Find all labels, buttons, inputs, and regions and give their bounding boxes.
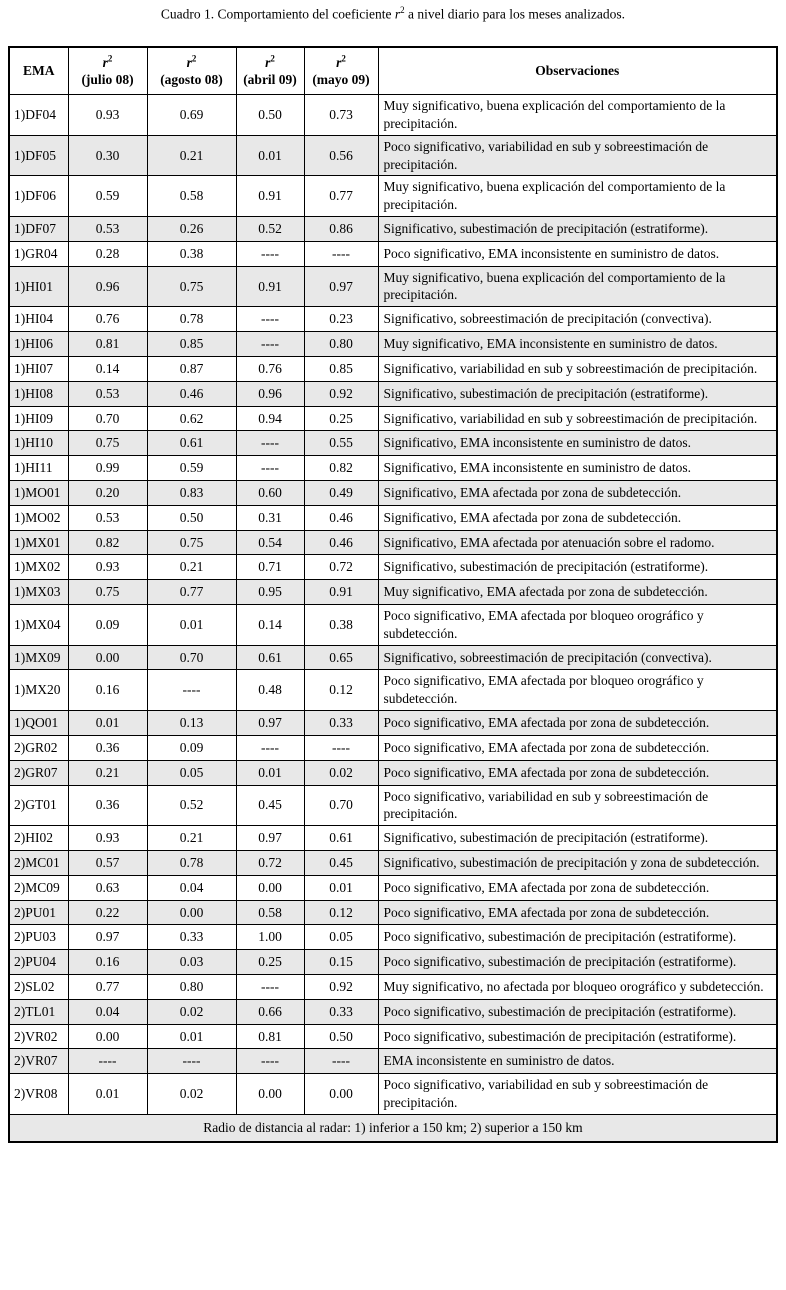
r2-value-cell: 0.21 — [147, 826, 236, 851]
r2-value-cell: 0.01 — [147, 605, 236, 646]
r2-value-cell: 0.02 — [304, 760, 378, 785]
ema-station-cell: 1)DF06 — [9, 176, 68, 217]
r2-value-cell: 0.85 — [147, 332, 236, 357]
r2-value-cell: ---- — [236, 307, 304, 332]
caption-suffix: a nivel diario para los meses analizados. — [404, 6, 626, 22]
observations-cell: Muy significativo, buena explicación del comportamiento de la precipitación. — [378, 266, 777, 307]
table-row — [9, 241, 777, 266]
table-row — [9, 266, 777, 307]
r2-value-cell: 0.00 — [68, 1024, 147, 1049]
r2-value-cell: ---- — [236, 735, 304, 760]
r2-value-cell: 0.97 — [304, 266, 378, 307]
r2-symbol: $r^2$ — [265, 53, 275, 70]
ema-station-cell: 1)QO01 — [9, 711, 68, 736]
r2-value-cell: ---- — [304, 1049, 378, 1074]
r2-value-cell: 0.16 — [68, 950, 147, 975]
r2-value-cell: 0.50 — [236, 95, 304, 136]
r2-value-cell: 0.14 — [68, 356, 147, 381]
r2-value-cell: 0.86 — [304, 217, 378, 242]
ema-station-cell: 1)DF07 — [9, 217, 68, 242]
ema-station-cell: 2)TL01 — [9, 999, 68, 1024]
r2-value-cell: ---- — [68, 1049, 147, 1074]
table-row — [9, 580, 777, 605]
r2-value-cell: 0.62 — [147, 406, 236, 431]
r2-value-cell: ---- — [147, 1049, 236, 1074]
r2-value-cell: 0.72 — [304, 555, 378, 580]
observations-cell: Significativo, subestimación de precipitación (estratiforme). — [378, 381, 777, 406]
table-caption — [0, 5, 786, 23]
r2-value-cell: 0.83 — [147, 480, 236, 505]
r2-value-cell: 0.00 — [236, 875, 304, 900]
r2-value-cell: 0.13 — [147, 711, 236, 736]
table-row — [9, 555, 777, 580]
observations-cell: Significativo, variabilidad en sub y sobreestimación de precipitación. — [378, 406, 777, 431]
r2-value-cell: 0.97 — [68, 925, 147, 950]
ema-station-cell: 2)HI02 — [9, 826, 68, 851]
table-row — [9, 332, 777, 357]
r2-value-cell: 0.61 — [304, 826, 378, 851]
observations-cell: Significativo, variabilidad en sub y sobreestimación de precipitación. — [378, 356, 777, 381]
r2-value-cell: 0.97 — [236, 711, 304, 736]
r2-value-cell: 0.66 — [236, 999, 304, 1024]
r2-value-cell: 0.50 — [304, 1024, 378, 1049]
r2-symbol: $r^2$ — [336, 53, 346, 70]
ema-station-cell: 2)GT01 — [9, 785, 68, 826]
r2-value-cell: 0.36 — [68, 785, 147, 826]
r2-value-cell: 0.96 — [236, 381, 304, 406]
r2-value-cell: 0.70 — [304, 785, 378, 826]
r2-value-cell: 0.12 — [304, 900, 378, 925]
table-row — [9, 456, 777, 481]
ema-station-cell: 2)VR08 — [9, 1074, 68, 1115]
r2-value-cell: 0.52 — [236, 217, 304, 242]
ema-station-cell: 1)DF05 — [9, 135, 68, 176]
observations-cell: Significativo, subestimación de precipitación (estratiforme). — [378, 217, 777, 242]
r2-value-cell: 0.93 — [68, 826, 147, 851]
r2-value-cell: 0.21 — [68, 760, 147, 785]
observations-cell: Poco significativo, subestimación de precipitación (estratiforme). — [378, 925, 777, 950]
r2-value-cell: 0.85 — [304, 356, 378, 381]
observations-cell: Poco significativo, subestimación de precipitación (estratiforme). — [378, 1024, 777, 1049]
r2-value-cell: 0.46 — [304, 530, 378, 555]
r2-value-cell: 0.54 — [236, 530, 304, 555]
r2-value-cell: 0.53 — [68, 381, 147, 406]
r2-value-cell: 0.30 — [68, 135, 147, 176]
observations-cell: Muy significativo, buena explicación del comportamiento de la precipitación. — [378, 176, 777, 217]
ema-station-cell: 2)PU03 — [9, 925, 68, 950]
r2-value-cell: 0.69 — [147, 95, 236, 136]
table-row — [9, 645, 777, 670]
header-row — [9, 47, 777, 95]
r2-value-cell: 0.01 — [304, 875, 378, 900]
r2-coefficient-table — [8, 46, 778, 1143]
observations-cell: Muy significativo, no afectada por bloqueo orográfico y subdetección. — [378, 975, 777, 1000]
table-row — [9, 999, 777, 1024]
r2-value-cell: 0.14 — [236, 605, 304, 646]
r2-value-cell: ---- — [236, 241, 304, 266]
r2-value-cell: 0.93 — [68, 95, 147, 136]
r2-value-cell: 0.81 — [68, 332, 147, 357]
ema-station-cell: 1)HI10 — [9, 431, 68, 456]
r2-value-cell: 0.50 — [147, 505, 236, 530]
table-row — [9, 850, 777, 875]
r2-value-cell: 0.28 — [68, 241, 147, 266]
r2-value-cell: 0.04 — [68, 999, 147, 1024]
ema-station-cell: 1)HI09 — [9, 406, 68, 431]
table-row — [9, 900, 777, 925]
observations-cell: Poco significativo, EMA afectada por zona de subdetección. — [378, 711, 777, 736]
r2-value-cell: 0.01 — [68, 1074, 147, 1115]
r2-value-cell: 0.02 — [147, 999, 236, 1024]
r2-value-cell: 0.87 — [147, 356, 236, 381]
r2-value-cell: 0.53 — [68, 217, 147, 242]
r2-value-cell: 0.58 — [236, 900, 304, 925]
ema-station-cell: 2)PU04 — [9, 950, 68, 975]
r2-value-cell: 0.73 — [304, 95, 378, 136]
r2-value-cell: 0.45 — [236, 785, 304, 826]
r2-value-cell: 0.93 — [68, 555, 147, 580]
r2-value-cell: 0.97 — [236, 826, 304, 851]
r2-value-cell: 0.09 — [147, 735, 236, 760]
table-row — [9, 785, 777, 826]
r2-value-cell: ---- — [236, 431, 304, 456]
r2-value-cell: 0.01 — [68, 711, 147, 736]
table-row — [9, 307, 777, 332]
table-row — [9, 826, 777, 851]
ema-station-cell: 1)MX09 — [9, 645, 68, 670]
observations-cell: Muy significativo, buena explicación del comportamiento de la precipitación. — [378, 95, 777, 136]
r2-value-cell: 0.00 — [304, 1074, 378, 1115]
ema-station-cell: 1)MX20 — [9, 670, 68, 711]
r2-value-cell: 0.61 — [147, 431, 236, 456]
table-row — [9, 135, 777, 176]
r2-value-cell: 0.70 — [147, 645, 236, 670]
table-footer — [9, 1114, 777, 1141]
observations-cell: Significativo, subestimación de precipitación y zona de subdetección. — [378, 850, 777, 875]
ema-station-cell: 2)PU01 — [9, 900, 68, 925]
observations-cell: Poco significativo, EMA afectada por zona de subdetección. — [378, 760, 777, 785]
r2-value-cell: 0.80 — [304, 332, 378, 357]
table-row — [9, 1024, 777, 1049]
column-header-r2-agosto — [147, 47, 236, 95]
table-row — [9, 505, 777, 530]
table-row — [9, 381, 777, 406]
ema-station-cell: 1)MX03 — [9, 580, 68, 605]
column-header-r2-julio — [68, 47, 147, 95]
r2-value-cell: 0.92 — [304, 381, 378, 406]
r2-value-cell: 0.02 — [147, 1074, 236, 1115]
r2-value-cell: ---- — [236, 332, 304, 357]
r2-value-cell: 0.80 — [147, 975, 236, 1000]
ema-station-cell: 1)HI11 — [9, 456, 68, 481]
r2-value-cell: 0.21 — [147, 555, 236, 580]
r2-value-cell: 0.75 — [147, 266, 236, 307]
observations-cell: Poco significativo, variabilidad en sub y sobreestimación de precipitación. — [378, 1074, 777, 1115]
table-row — [9, 950, 777, 975]
table-row — [9, 1049, 777, 1074]
ema-station-cell: 2)SL02 — [9, 975, 68, 1000]
r2-value-cell: 0.38 — [147, 241, 236, 266]
r2-value-cell: 0.75 — [68, 580, 147, 605]
r2-value-cell: 0.75 — [147, 530, 236, 555]
column-header-ema: EMA — [9, 47, 68, 95]
r2-value-cell: 0.94 — [236, 406, 304, 431]
r2-value-cell: 0.33 — [304, 999, 378, 1024]
ema-station-cell: 1)HI07 — [9, 356, 68, 381]
r2-value-cell: 0.81 — [236, 1024, 304, 1049]
r2-value-cell: 0.60 — [236, 480, 304, 505]
r2-value-cell: 0.01 — [236, 760, 304, 785]
month-label: (agosto 08) — [160, 72, 223, 88]
r2-value-cell: 0.22 — [68, 900, 147, 925]
observations-cell: Significativo, EMA afectada por zona de subdetección. — [378, 505, 777, 530]
r2-value-cell: 0.38 — [304, 605, 378, 646]
observations-cell: Significativo, EMA afectada por atenuación sobre el radomo. — [378, 530, 777, 555]
r2-value-cell: 0.31 — [236, 505, 304, 530]
footer-row — [9, 1114, 777, 1141]
observations-cell: Significativo, sobreestimación de precipitación (convectiva). — [378, 307, 777, 332]
ema-station-cell: 1)GR04 — [9, 241, 68, 266]
r2-value-cell: 0.16 — [68, 670, 147, 711]
r2-value-cell: 0.15 — [304, 950, 378, 975]
table-row — [9, 356, 777, 381]
table-row — [9, 431, 777, 456]
observations-cell: Significativo, EMA inconsistente en suministro de datos. — [378, 431, 777, 456]
observations-cell: Poco significativo, EMA afectada por zona de subdetección. — [378, 735, 777, 760]
r2-value-cell: 0.03 — [147, 950, 236, 975]
r2-value-cell: 0.82 — [304, 456, 378, 481]
column-header-r2-mayo — [304, 47, 378, 95]
r2-value-cell: 0.05 — [147, 760, 236, 785]
r2-value-cell: 0.25 — [304, 406, 378, 431]
observations-cell: Poco significativo, EMA afectada por bloqueo orográfico y subdetección. — [378, 605, 777, 646]
r2-value-cell: 0.99 — [68, 456, 147, 481]
ema-station-cell: 1)HI04 — [9, 307, 68, 332]
r2-value-cell: 0.52 — [147, 785, 236, 826]
r2-value-cell: ---- — [304, 735, 378, 760]
r2-value-cell: 0.26 — [147, 217, 236, 242]
observations-cell: Poco significativo, subestimación de precipitación (estratiforme). — [378, 999, 777, 1024]
r2-value-cell: 0.77 — [68, 975, 147, 1000]
table-row — [9, 925, 777, 950]
r2-value-cell: 0.91 — [304, 580, 378, 605]
r2-value-cell: 0.20 — [68, 480, 147, 505]
table-row — [9, 176, 777, 217]
observations-cell: Muy significativo, EMA inconsistente en suministro de datos. — [378, 332, 777, 357]
r2-value-cell: 0.09 — [68, 605, 147, 646]
observations-cell: Significativo, subestimación de precipitación (estratiforme). — [378, 555, 777, 580]
r2-value-cell: ---- — [236, 975, 304, 1000]
r2-value-cell: ---- — [304, 241, 378, 266]
r2-value-cell: 0.33 — [147, 925, 236, 950]
observations-cell: Significativo, subestimación de precipitación (estratiforme). — [378, 826, 777, 851]
r2-value-cell: 0.59 — [68, 176, 147, 217]
observations-cell: Significativo, EMA afectada por zona de subdetección. — [378, 480, 777, 505]
table-row — [9, 217, 777, 242]
r2-value-cell: 0.46 — [304, 505, 378, 530]
ema-station-cell: 2)GR02 — [9, 735, 68, 760]
table-row — [9, 605, 777, 646]
r2-value-cell: 0.57 — [68, 850, 147, 875]
ema-station-cell: 1)MO01 — [9, 480, 68, 505]
table-row — [9, 480, 777, 505]
r2-value-cell: 0.53 — [68, 505, 147, 530]
r2-value-cell: 0.59 — [147, 456, 236, 481]
r2-value-cell: 0.00 — [147, 900, 236, 925]
r2-value-cell: 0.33 — [304, 711, 378, 736]
r2-value-cell: 0.55 — [304, 431, 378, 456]
r2-value-cell: 0.91 — [236, 266, 304, 307]
table-row — [9, 760, 777, 785]
r2-value-cell: 0.76 — [236, 356, 304, 381]
r2-value-cell: 0.49 — [304, 480, 378, 505]
observations-cell: Muy significativo, EMA afectada por zona de subdetección. — [378, 580, 777, 605]
ema-station-cell: 1)MX02 — [9, 555, 68, 580]
r2-value-cell: 0.77 — [304, 176, 378, 217]
ema-station-cell: 2)MC01 — [9, 850, 68, 875]
ema-station-cell: 2)MC09 — [9, 875, 68, 900]
ema-station-cell: 1)MX01 — [9, 530, 68, 555]
r2-value-cell: 0.92 — [304, 975, 378, 1000]
observations-cell: Poco significativo, EMA afectada por bloqueo orográfico y subdetección. — [378, 670, 777, 711]
r2-value-cell: 0.58 — [147, 176, 236, 217]
r2-value-cell: 0.12 — [304, 670, 378, 711]
caption-r-symbol: r — [394, 6, 401, 22]
r2-value-cell: 0.23 — [304, 307, 378, 332]
r2-value-cell: 0.82 — [68, 530, 147, 555]
r2-value-cell: 0.78 — [147, 850, 236, 875]
radar-distance-note: Radio de distancia al radar: 1) inferior a 150 km; 2) superior a 150 km — [9, 1114, 777, 1141]
column-header-observaciones: Observaciones — [378, 47, 777, 95]
r2-value-cell: 0.76 — [68, 307, 147, 332]
observations-cell: EMA inconsistente en suministro de datos. — [378, 1049, 777, 1074]
table-header — [9, 47, 777, 95]
r2-symbol: $r^2$ — [102, 53, 113, 70]
r2-value-cell: 0.00 — [68, 645, 147, 670]
table-row — [9, 530, 777, 555]
r2-value-cell: 0.75 — [68, 431, 147, 456]
ema-station-cell: 1)MO02 — [9, 505, 68, 530]
ema-station-cell: 2)VR02 — [9, 1024, 68, 1049]
r2-value-cell: ---- — [236, 1049, 304, 1074]
r2-value-cell: 0.45 — [304, 850, 378, 875]
ema-station-cell: 1)MX04 — [9, 605, 68, 646]
r2-value-cell: 0.96 — [68, 266, 147, 307]
r2-value-cell: 0.01 — [147, 1024, 236, 1049]
r2-value-cell: 0.78 — [147, 307, 236, 332]
observations-cell: Poco significativo, EMA inconsistente en suministro de datos. — [378, 241, 777, 266]
observations-cell: Poco significativo, EMA afectada por zona de subdetección. — [378, 900, 777, 925]
ema-station-cell: 1)HI08 — [9, 381, 68, 406]
r2-value-cell: 0.48 — [236, 670, 304, 711]
r2-value-cell: ---- — [236, 456, 304, 481]
r2-symbol: $r^2$ — [186, 53, 197, 70]
observations-cell: Significativo, EMA inconsistente en suministro de datos. — [378, 456, 777, 481]
table-row — [9, 875, 777, 900]
observations-cell: Poco significativo, variabilidad en sub y sobreestimación de precipitación. — [378, 135, 777, 176]
table-row — [9, 975, 777, 1000]
observations-cell: Poco significativo, EMA afectada por zona de subdetección. — [378, 875, 777, 900]
r2-value-cell: 0.61 — [236, 645, 304, 670]
ema-station-cell: 2)GR07 — [9, 760, 68, 785]
r2-value-cell: 0.01 — [236, 135, 304, 176]
r2-value-cell: ---- — [147, 670, 236, 711]
r2-value-cell: 0.56 — [304, 135, 378, 176]
month-label: (mayo 09) — [312, 72, 370, 88]
column-header-r2-abril — [236, 47, 304, 95]
table-row — [9, 95, 777, 136]
r2-value-cell: 0.95 — [236, 580, 304, 605]
r2-value-cell: 0.63 — [68, 875, 147, 900]
r2-value-cell: 0.71 — [236, 555, 304, 580]
r2-value-cell: 0.36 — [68, 735, 147, 760]
r2-value-cell: 0.21 — [147, 135, 236, 176]
r2-value-cell: 0.77 — [147, 580, 236, 605]
r2-value-cell: 0.04 — [147, 875, 236, 900]
ema-station-cell: 1)HI06 — [9, 332, 68, 357]
r2-value-cell: 0.25 — [236, 950, 304, 975]
observations-cell: Poco significativo, variabilidad en sub y sobreestimación de precipitación. — [378, 785, 777, 826]
r2-value-cell: 0.65 — [304, 645, 378, 670]
r2-value-cell: 1.00 — [236, 925, 304, 950]
ema-station-cell: 1)HI01 — [9, 266, 68, 307]
observations-cell: Poco significativo, subestimación de precipitación (estratiforme). — [378, 950, 777, 975]
table-row — [9, 1074, 777, 1115]
table-row — [9, 711, 777, 736]
caption-r-exponent: 2 — [400, 5, 405, 15]
observations-cell: Significativo, sobreestimación de precipitación (convectiva). — [378, 645, 777, 670]
month-label: (abril 09) — [243, 72, 297, 88]
caption-prefix: Cuadro 1. Comportamiento del coeficiente — [160, 6, 395, 22]
table-row — [9, 406, 777, 431]
table-row — [9, 670, 777, 711]
ema-station-cell: 1)DF04 — [9, 95, 68, 136]
table-row — [9, 735, 777, 760]
r2-value-cell: 0.91 — [236, 176, 304, 217]
r2-value-cell: 0.05 — [304, 925, 378, 950]
ema-station-cell: 2)VR07 — [9, 1049, 68, 1074]
r2-value-cell: 0.70 — [68, 406, 147, 431]
r2-value-cell: 0.72 — [236, 850, 304, 875]
r2-value-cell: 0.46 — [147, 381, 236, 406]
table-body — [9, 95, 777, 1115]
month-label: (julio 08) — [81, 72, 134, 88]
r2-value-cell: 0.00 — [236, 1074, 304, 1115]
